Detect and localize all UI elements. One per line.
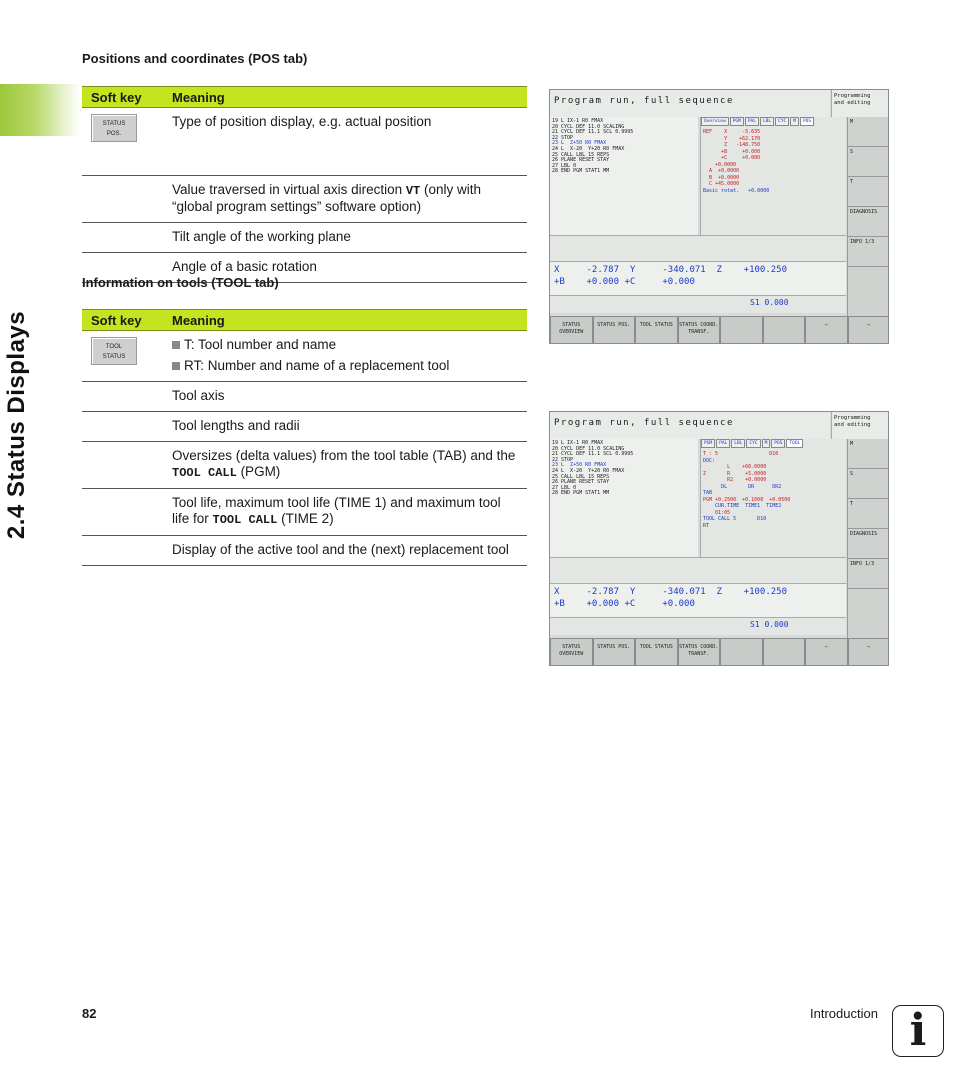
tab-pos[interactable]: POS bbox=[800, 117, 814, 126]
chapter-title-text: 2.4 Status Displays bbox=[3, 310, 30, 540]
softkey-status-coord[interactable]: STATUS COORD. TRANSF. bbox=[678, 316, 721, 344]
pos-table bbox=[82, 86, 527, 283]
row-text: T: Tool number and name RT: Number and name of a replacement tool bbox=[172, 331, 527, 382]
position-display: X -2.787 Y -340.071 Z +100.250 +B +0.000 +C +0.000 bbox=[550, 583, 846, 617]
table-row bbox=[82, 442, 527, 489]
tnc-screenshot-tool bbox=[549, 411, 889, 666]
tab-lbl[interactable]: LBL bbox=[731, 439, 745, 448]
tab-m[interactable]: M bbox=[790, 117, 799, 126]
col-meaning: Meaning bbox=[172, 87, 527, 108]
info-lines bbox=[550, 235, 846, 261]
page-number: 82 bbox=[82, 1006, 97, 1021]
program-listing: 19 L IX-1 R0 FMAX 20 CYCL DEF 11.0 SCALING 21 CYCL DEF 11.1 SCL 0.9995 22 STOP 23 L Z+50 R0 FMAX 24 L X-20 Y+20 R0 FMAX 25 CALL LBL 15 REPS 26 PLANE RESET STAY 27 LBL 0 28 END PGM STAT1 MM bbox=[550, 439, 698, 557]
row-text: Tool lengths and radii bbox=[172, 412, 527, 442]
vertical-softkeys bbox=[847, 117, 889, 343]
softkey-diagnosis[interactable]: DIAGNOSIS bbox=[848, 529, 889, 559]
tab-cyc[interactable]: CYC bbox=[775, 117, 789, 126]
tnc-screenshot-pos bbox=[549, 89, 889, 344]
softkey-s[interactable]: S bbox=[848, 147, 889, 177]
table-row bbox=[82, 412, 527, 442]
softkey-empty[interactable] bbox=[763, 316, 806, 344]
softkey-page-forward[interactable]: ⇨ bbox=[848, 316, 890, 344]
softkey-row bbox=[550, 316, 889, 344]
table-row bbox=[82, 176, 527, 223]
col-softkey: Soft key bbox=[82, 310, 172, 331]
tab-pal[interactable]: PAL bbox=[745, 117, 759, 126]
table-row bbox=[82, 331, 527, 382]
row-text: Display of the active tool and the (next) replacement tool bbox=[172, 536, 527, 566]
status-tabs bbox=[701, 439, 846, 448]
table-row bbox=[82, 536, 527, 566]
tab-tool[interactable]: TOOL bbox=[786, 439, 803, 448]
row-text: Oversizes (delta values) from the tool table (TAB) and the TOOL CALL (PGM) bbox=[172, 442, 527, 489]
softkey-row bbox=[550, 638, 889, 666]
softkey-empty[interactable] bbox=[763, 638, 806, 666]
tab-overview[interactable]: Overview bbox=[701, 117, 729, 126]
program-listing: 19 L IX-1 R0 FMAX 20 CYCL DEF 11.0 SCALING 21 CYCL DEF 11.1 SCL 0.9995 22 STOP 23 L Z+50 R0 FMAX 24 L X-20 Y+20 R0 FMAX 25 CALL LBL 15 REPS 26 PLANE RESET STAY 27 LBL 0 28 END PGM STAT1 MM bbox=[550, 117, 698, 235]
row-text: Tilt angle of the working plane bbox=[172, 223, 527, 253]
tab-m[interactable]: M bbox=[762, 439, 771, 448]
info-lines bbox=[550, 557, 846, 583]
softkey-status-pos[interactable]: STATUS POS. bbox=[593, 316, 636, 344]
row-text: Value traversed in virtual axis direction VT (only with “global program settings” software option) bbox=[172, 176, 527, 223]
chapter-tab bbox=[0, 84, 80, 136]
table-row bbox=[82, 382, 527, 412]
table-row bbox=[82, 223, 527, 253]
table-row bbox=[82, 489, 527, 536]
softkey-t[interactable]: T bbox=[848, 499, 889, 529]
softkey-info[interactable]: INFO 1/3 bbox=[848, 559, 889, 589]
col-softkey: Soft key bbox=[82, 87, 172, 108]
row-text: Type of position display, e.g. actual position bbox=[172, 108, 527, 176]
softkey-status-pos[interactable]: STATUS POS. bbox=[593, 638, 636, 666]
status-panel: PGM PAL LBL CYC M POS TOOL T : 5 D10 DOC: L +60.0000 Z R +5.0000 R2 +0.0000 DL DR DR2 TAB PGM +0.2500 +0.1000 +0.0500 CUR.TIME TIME1 TIME2 01:05 TOOL CALL 5 D10 RT bbox=[700, 439, 846, 557]
tab-lbl[interactable]: LBL bbox=[760, 117, 774, 126]
vertical-softkeys bbox=[847, 439, 889, 665]
chapter-name: Introduction bbox=[810, 1006, 878, 1021]
section-heading-tool: Information on tools (TOOL tab) bbox=[82, 275, 279, 290]
tool-table bbox=[82, 309, 527, 566]
table-row bbox=[82, 108, 527, 176]
screen-title: Program run, full sequence bbox=[550, 412, 830, 439]
softkey-empty[interactable] bbox=[720, 638, 763, 666]
row-text: Tool axis bbox=[172, 382, 527, 412]
tab-pal[interactable]: PAL bbox=[716, 439, 730, 448]
tab-pos[interactable]: POS bbox=[771, 439, 785, 448]
screen-mode: Programming and editing bbox=[831, 90, 889, 117]
spindle-bar: S1 0.000 bbox=[550, 295, 846, 313]
softkey-t[interactable]: T bbox=[848, 177, 889, 207]
bullet-icon bbox=[172, 362, 180, 370]
tab-pgm[interactable]: PGM bbox=[701, 439, 715, 448]
status-pos-softkey[interactable]: STATUS POS. bbox=[91, 114, 137, 142]
softkey-status-coord[interactable]: STATUS COORD. TRANSF. bbox=[678, 638, 721, 666]
softkey-diagnosis[interactable]: DIAGNOSIS bbox=[848, 207, 889, 237]
softkey-tool-status[interactable]: TOOL STATUS bbox=[635, 638, 678, 666]
softkey-s[interactable]: S bbox=[848, 469, 889, 499]
status-tabs bbox=[701, 117, 846, 126]
softkey-status-overview[interactable]: STATUS OVERVIEW bbox=[550, 638, 593, 666]
tool-status-softkey[interactable]: TOOL STATUS bbox=[91, 337, 137, 365]
screen-title: Program run, full sequence bbox=[550, 90, 830, 117]
tab-pgm[interactable]: PGM bbox=[730, 117, 744, 126]
status-panel: Overview PGM PAL LBL CYC M POS REF X -5.635 Y +62.170 Z -148.750 +B +0.000 +C +0.000 +0.0000 A +0.0000 B +0.0000 C +45.0000 Basic rotat. +0.0000 bbox=[700, 117, 846, 235]
position-display: X -2.787 Y -340.071 Z +100.250 +B +0.000 +C +0.000 bbox=[550, 261, 846, 295]
softkey-empty[interactable] bbox=[720, 316, 763, 344]
info-icon: i bbox=[892, 1005, 944, 1057]
section-heading-pos: Positions and coordinates (POS tab) bbox=[82, 51, 308, 66]
softkey-page-back[interactable]: ⇦ bbox=[805, 638, 848, 666]
softkey-m[interactable]: M bbox=[848, 117, 889, 147]
spindle-bar: S1 0.000 bbox=[550, 617, 846, 635]
softkey-page-back[interactable]: ⇦ bbox=[805, 316, 848, 344]
softkey-tool-status[interactable]: TOOL STATUS bbox=[635, 316, 678, 344]
softkey-m[interactable]: M bbox=[848, 439, 889, 469]
softkey-info[interactable]: INFO 1/3 bbox=[848, 237, 889, 267]
col-meaning: Meaning bbox=[172, 310, 527, 331]
softkey-page-forward[interactable]: ⇨ bbox=[848, 638, 890, 666]
bullet-icon bbox=[172, 341, 180, 349]
row-text: Angle of a basic rotation bbox=[172, 253, 527, 283]
row-text: Tool life, maximum tool life (TIME 1) and maximum tool life for TOOL CALL (TIME 2) bbox=[172, 489, 527, 536]
chapter-side-title bbox=[2, 300, 32, 550]
softkey-status-overview[interactable]: STATUS OVERVIEW bbox=[550, 316, 593, 344]
tab-cyc[interactable]: CYC bbox=[746, 439, 760, 448]
screen-mode: Programming and editing bbox=[831, 412, 889, 439]
